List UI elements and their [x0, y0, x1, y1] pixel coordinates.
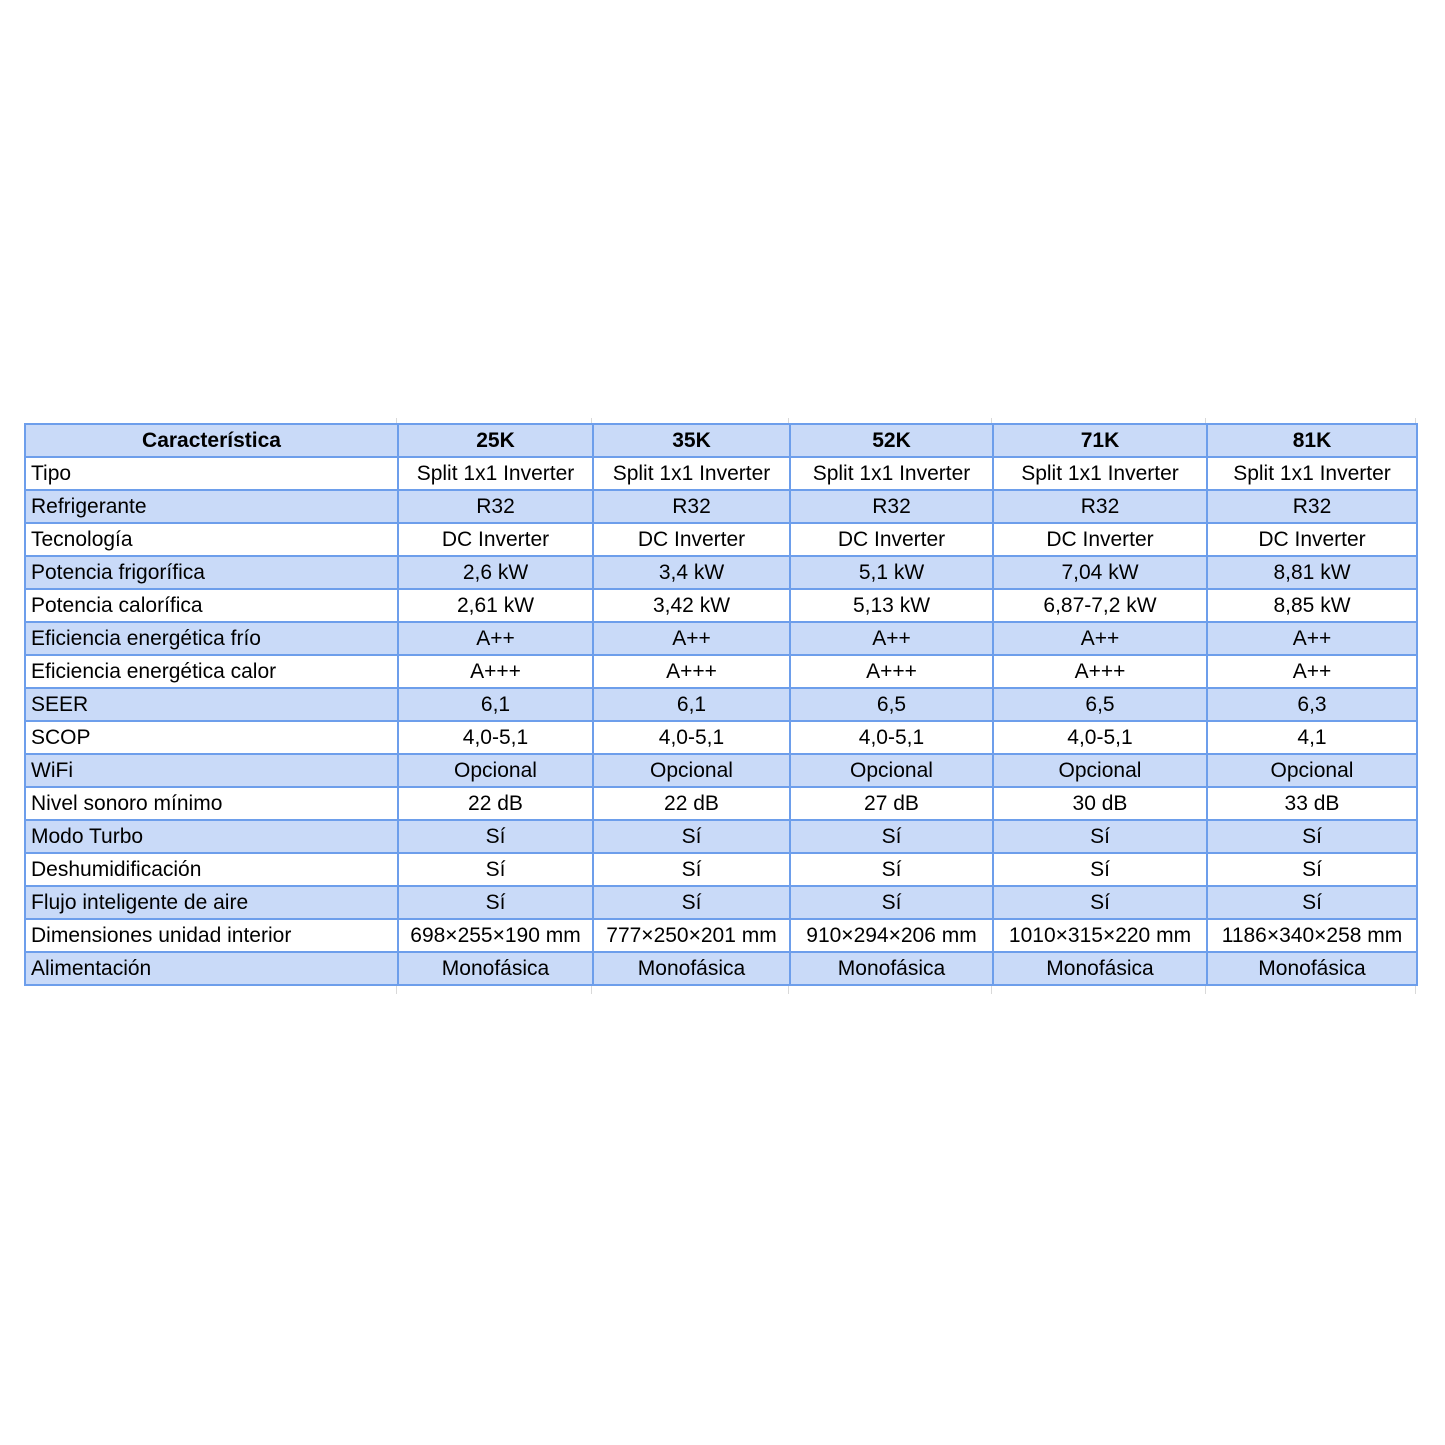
table-cell[interactable]: Monofásica: [1207, 952, 1417, 985]
table-row: [25, 721, 1417, 754]
row-label[interactable]: Alimentación: [25, 952, 398, 985]
table-cell[interactable]: DC Inverter: [398, 523, 593, 556]
row-label[interactable]: SCOP: [25, 721, 398, 754]
row-label[interactable]: Nivel sonoro mínimo: [25, 787, 398, 820]
table-cell[interactable]: 27 dB: [790, 787, 993, 820]
table-cell[interactable]: 3,42 kW: [593, 589, 790, 622]
table-cell[interactable]: 2,61 kW: [398, 589, 593, 622]
table-cell[interactable]: Split 1x1 Inverter: [1207, 457, 1417, 490]
spreadsheet-area: [24, 418, 1416, 994]
table-cell[interactable]: Sí: [593, 886, 790, 919]
row-label[interactable]: Modo Turbo: [25, 820, 398, 853]
table-cell[interactable]: Monofásica: [593, 952, 790, 985]
table-cell[interactable]: 4,0-5,1: [993, 721, 1207, 754]
gridlines-bottom: [24, 986, 1416, 994]
header-feature[interactable]: Característica: [25, 424, 398, 457]
table-cell[interactable]: 4,0-5,1: [398, 721, 593, 754]
table-cell[interactable]: A++: [993, 622, 1207, 655]
table-row: [25, 655, 1417, 688]
row-label[interactable]: Potencia calorífica: [25, 589, 398, 622]
spec-table: [24, 423, 1418, 986]
table-cell[interactable]: Sí: [593, 820, 790, 853]
table-cell[interactable]: 8,85 kW: [1207, 589, 1417, 622]
table-row: [25, 457, 1417, 490]
table-cell[interactable]: Sí: [1207, 886, 1417, 919]
table-cell[interactable]: A++: [593, 622, 790, 655]
table-cell[interactable]: Monofásica: [398, 952, 593, 985]
table-cell[interactable]: 698×255×190 mm: [398, 919, 593, 952]
table-cell[interactable]: A++: [1207, 655, 1417, 688]
table-cell[interactable]: 2,6 kW: [398, 556, 593, 589]
table-cell[interactable]: 4,0-5,1: [593, 721, 790, 754]
table-cell[interactable]: 30 dB: [993, 787, 1207, 820]
table-cell[interactable]: 777×250×201 mm: [593, 919, 790, 952]
row-label[interactable]: WiFi: [25, 754, 398, 787]
table-cell[interactable]: Sí: [1207, 820, 1417, 853]
table-cell[interactable]: Sí: [398, 886, 593, 919]
table-cell[interactable]: 7,04 kW: [993, 556, 1207, 589]
table-cell[interactable]: Opcional: [398, 754, 593, 787]
row-label[interactable]: Eficiencia energética calor: [25, 655, 398, 688]
row-label[interactable]: Tecnología: [25, 523, 398, 556]
table-cell[interactable]: A++: [1207, 622, 1417, 655]
row-label[interactable]: Flujo inteligente de aire: [25, 886, 398, 919]
row-label[interactable]: Dimensiones unidad interior: [25, 919, 398, 952]
table-cell[interactable]: DC Inverter: [993, 523, 1207, 556]
table-cell[interactable]: 8,81 kW: [1207, 556, 1417, 589]
table-cell[interactable]: 5,13 kW: [790, 589, 993, 622]
table-row: [25, 622, 1417, 655]
table-cell[interactable]: Monofásica: [993, 952, 1207, 985]
table-cell[interactable]: Sí: [993, 820, 1207, 853]
table-cell[interactable]: 1186×340×258 mm: [1207, 919, 1417, 952]
table-cell[interactable]: Split 1x1 Inverter: [790, 457, 993, 490]
table-cell[interactable]: Sí: [398, 853, 593, 886]
table-cell[interactable]: Opcional: [790, 754, 993, 787]
table-cell[interactable]: A++: [790, 622, 993, 655]
table-cell[interactable]: 6,3: [1207, 688, 1417, 721]
table-row: [25, 787, 1417, 820]
table-cell[interactable]: Split 1x1 Inverter: [593, 457, 790, 490]
table-row: [25, 754, 1417, 787]
table-cell[interactable]: Sí: [1207, 853, 1417, 886]
row-label[interactable]: Deshumidificación: [25, 853, 398, 886]
table-cell[interactable]: 1010×315×220 mm: [993, 919, 1207, 952]
row-label[interactable]: Refrigerante: [25, 490, 398, 523]
table-cell[interactable]: 3,4 kW: [593, 556, 790, 589]
table-cell[interactable]: R32: [398, 490, 593, 523]
table-row: [25, 556, 1417, 589]
table-row: [25, 490, 1417, 523]
table-cell[interactable]: Opcional: [593, 754, 790, 787]
table-cell[interactable]: 22 dB: [398, 787, 593, 820]
gridlines-top: [24, 418, 1416, 423]
header-model-35k[interactable]: 35K: [593, 424, 790, 457]
table-row: [25, 688, 1417, 721]
table-cell[interactable]: 4,0-5,1: [790, 721, 993, 754]
header-model-71k[interactable]: 71K: [993, 424, 1207, 457]
table-cell[interactable]: 6,5: [993, 688, 1207, 721]
header-model-52k[interactable]: 52K: [790, 424, 993, 457]
table-row: [25, 820, 1417, 853]
table-cell[interactable]: Monofásica: [790, 952, 993, 985]
table-cell[interactable]: DC Inverter: [593, 523, 790, 556]
row-label[interactable]: Potencia frigorífica: [25, 556, 398, 589]
table-cell[interactable]: 5,1 kW: [790, 556, 993, 589]
table-cell[interactable]: Split 1x1 Inverter: [398, 457, 593, 490]
table-cell[interactable]: 6,1: [593, 688, 790, 721]
table-row: [25, 919, 1417, 952]
table-cell[interactable]: 910×294×206 mm: [790, 919, 993, 952]
table-cell[interactable]: 6,1: [398, 688, 593, 721]
table-cell[interactable]: Sí: [993, 886, 1207, 919]
table-cell[interactable]: DC Inverter: [1207, 523, 1417, 556]
table-cell[interactable]: 22 dB: [593, 787, 790, 820]
table-cell[interactable]: Sí: [790, 886, 993, 919]
table-cell[interactable]: 6,5: [790, 688, 993, 721]
table-cell[interactable]: Opcional: [1207, 754, 1417, 787]
table-row: [25, 853, 1417, 886]
table-row: [25, 589, 1417, 622]
table-cell[interactable]: Sí: [790, 853, 993, 886]
table-cell[interactable]: DC Inverter: [790, 523, 993, 556]
table-cell[interactable]: A+++: [593, 655, 790, 688]
table-cell[interactable]: Sí: [398, 820, 593, 853]
table-row: [25, 523, 1417, 556]
table-cell[interactable]: A+++: [993, 655, 1207, 688]
row-label[interactable]: SEER: [25, 688, 398, 721]
table-cell[interactable]: Split 1x1 Inverter: [993, 457, 1207, 490]
table-row: [25, 952, 1417, 985]
table-cell[interactable]: A+++: [790, 655, 993, 688]
header-model-25k[interactable]: 25K: [398, 424, 593, 457]
table-cell[interactable]: Sí: [790, 820, 993, 853]
table-cell[interactable]: A++: [398, 622, 593, 655]
table-cell[interactable]: R32: [790, 490, 993, 523]
table-cell[interactable]: R32: [993, 490, 1207, 523]
row-label[interactable]: Tipo: [25, 457, 398, 490]
table-cell[interactable]: Opcional: [993, 754, 1207, 787]
row-label[interactable]: Eficiencia energética frío: [25, 622, 398, 655]
table-cell[interactable]: R32: [1207, 490, 1417, 523]
table-cell[interactable]: Sí: [593, 853, 790, 886]
table-cell[interactable]: Sí: [993, 853, 1207, 886]
table-cell[interactable]: 6,87-7,2 kW: [993, 589, 1207, 622]
header-row: [25, 424, 1417, 457]
table-cell[interactable]: 4,1: [1207, 721, 1417, 754]
table-cell[interactable]: 33 dB: [1207, 787, 1417, 820]
table-cell[interactable]: A+++: [398, 655, 593, 688]
header-model-81k[interactable]: 81K: [1207, 424, 1417, 457]
table-cell[interactable]: R32: [593, 490, 790, 523]
table-row: [25, 886, 1417, 919]
